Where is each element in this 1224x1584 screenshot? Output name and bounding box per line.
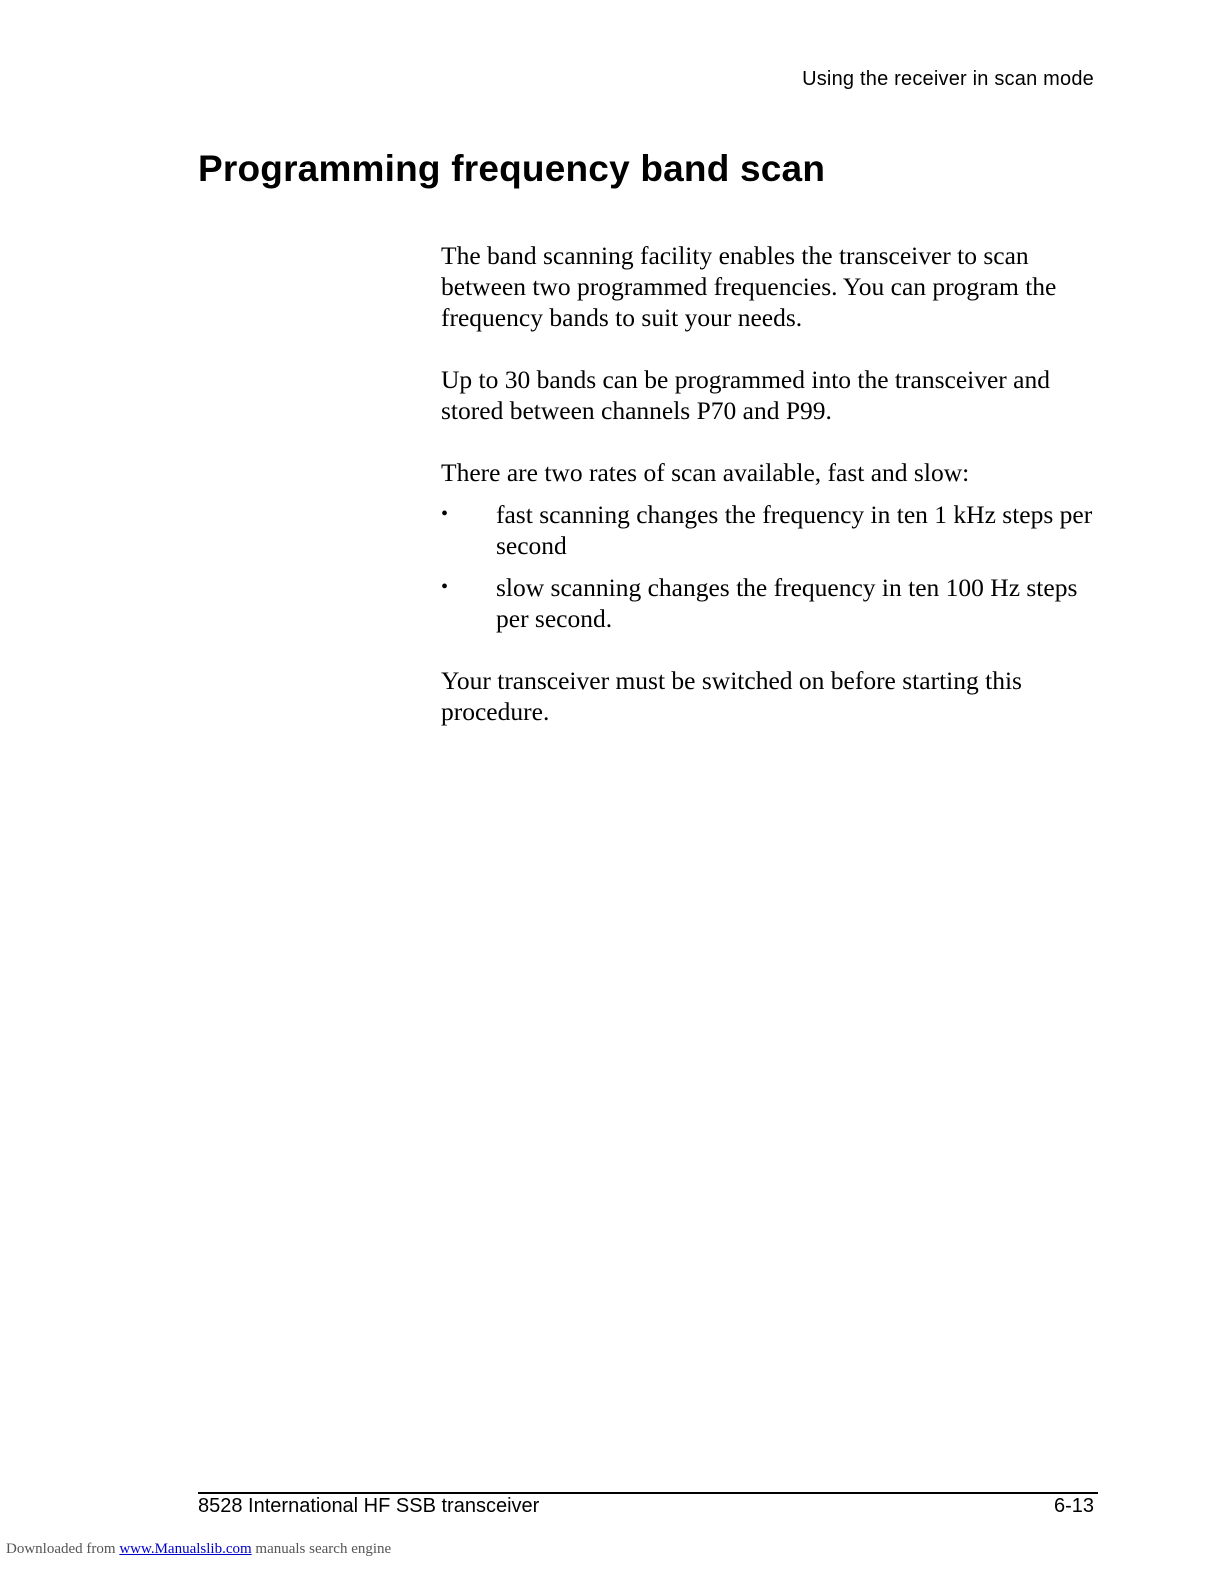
body-content bbox=[441, 240, 1101, 758]
list-item-text: slow scanning changes the frequency in ten 100 Hz steps per second. bbox=[496, 573, 1078, 633]
list-item-text: fast scanning changes the frequency in ten 1 kHz steps per second bbox=[496, 500, 1093, 560]
download-notice bbox=[6, 1541, 391, 1558]
page-title: Programming frequency band scan bbox=[198, 148, 826, 189]
bullet-icon: • bbox=[441, 503, 449, 525]
list-item bbox=[441, 499, 1101, 561]
scan-rates-paragraph: There are two rates of scan available, fast and slow: bbox=[441, 458, 970, 487]
list-item bbox=[441, 572, 1101, 634]
download-notice-suffix: manuals search engine bbox=[251, 1541, 392, 1557]
scan-rates-list bbox=[441, 499, 1101, 634]
running-header: Using the receiver in scan mode bbox=[802, 68, 1094, 90]
download-notice-prefix: Downloaded from bbox=[6, 1541, 120, 1557]
bullet-icon: • bbox=[441, 576, 449, 598]
footer-page-number: 6-13 bbox=[1053, 1495, 1094, 1517]
footer-product-name: 8528 International HF SSB transceiver bbox=[198, 1495, 540, 1517]
band-count-paragraph: Up to 30 bands can be programmed into the transceiver and stored between channels P70 and P99. bbox=[441, 365, 1050, 425]
manualslib-link[interactable]: www.Manualslib.com bbox=[119, 1541, 252, 1557]
prerequisite-paragraph: Your transceiver must be switched on before starting this procedure. bbox=[441, 666, 1022, 726]
intro-paragraph: The band scanning facility enables the transceiver to scan between two programmed frequencies. You can program the frequency bands to suit your needs. bbox=[441, 241, 1057, 332]
footer-divider bbox=[198, 1492, 1098, 1494]
